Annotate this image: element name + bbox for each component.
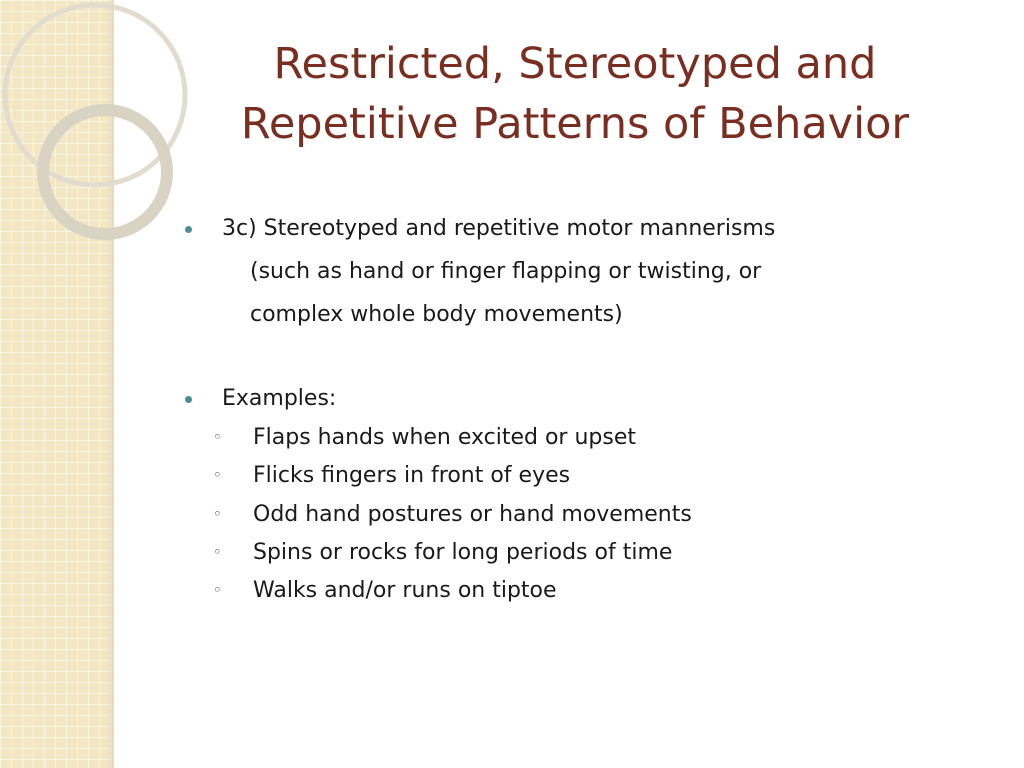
bullet-dot (185, 396, 192, 403)
sub-bullet-marker: ◦ (213, 428, 222, 446)
bullet-1-line-3: complex whole body movements) (250, 302, 623, 327)
slide-title-line-1: Restricted, Stereotyped and (273, 39, 877, 89)
sub-bullet-item: Flaps hands when excited or upset (253, 425, 637, 450)
bullet-dot (185, 226, 192, 233)
sub-bullet-item: Walks and/or runs on tiptoe (253, 578, 557, 603)
sub-bullet-marker: ◦ (213, 505, 222, 523)
sub-bullet-marker: ◦ (213, 543, 222, 561)
sub-bullet-marker: ◦ (213, 581, 222, 599)
sub-bullet-marker: ◦ (213, 466, 222, 484)
sub-bullet-item: Flicks fingers in front of eyes (253, 463, 571, 488)
sub-bullet-item: Spins or rocks for long periods of time (253, 540, 673, 565)
slide-title-line-2: Repetitive Patterns of Behavior (240, 99, 910, 149)
bullet-2-line-1: Examples: (222, 386, 337, 411)
bullet-1-line-1: 3c) Stereotyped and repetitive motor mannerisms (222, 216, 776, 241)
sub-bullet-item: Odd hand postures or hand movements (253, 502, 692, 527)
bullet-1-line-2: (such as hand or finger flapping or twisting, or (250, 259, 762, 284)
